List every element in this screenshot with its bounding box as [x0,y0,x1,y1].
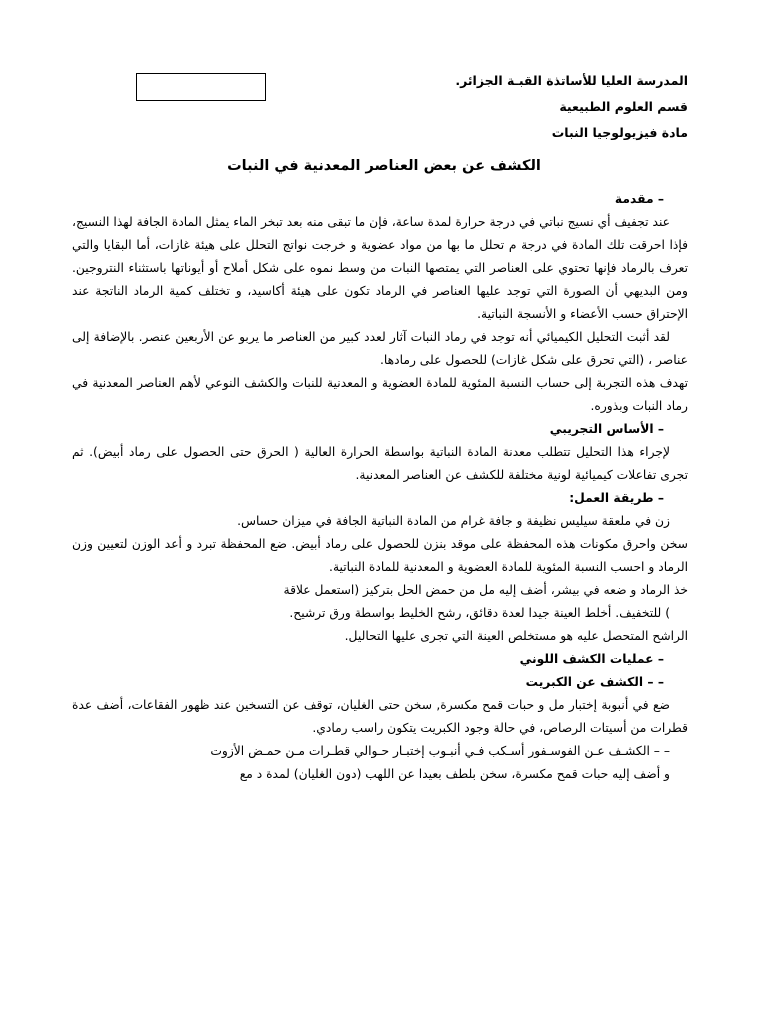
intro-heading: – مقدمة [614,192,664,206]
name-box [136,73,266,101]
tests-heading: – عمليات الكشف اللوني [519,652,664,666]
phosphorus-line-1: – – الكشـف عـن الفوسـفور أسـكب فـي أنبـوب إختبـار حـوالي قطـرات مـن حمـض الأزوت [210,744,670,758]
intro-paragraph-2: لقد أثبت التحليل الكيميائي أنه توجد في رماد النبات آثار لعدد كبير من العناصر ما يربو عن الأربعين عنصر. بالإضافة إلى عناصر ، (التي تحرق على شكل غازات) للحصول على رمادها. [72,330,688,367]
document-body [72,188,688,786]
method-line-3: خذ الرماد و ضعه في بيشر، أضف إليه مل من حمض الحل بتركيز (استعمل علاقة [283,583,688,597]
basis-heading: – الأساس التجريبي [549,422,664,436]
sulfur-heading: – – الكشف عن الكبريت [525,675,664,689]
page-title: الكشف عن بعض العناصر المعدنية في النبات [227,158,541,174]
method-line-4: ) للتخفيف. أخلط العينة جيدا لعدة دقائق، رشح الخليط بواسطة ورق ترشيح. [289,606,670,620]
basis-paragraph: لإجراء هذا التحليل تتطلب معدنة المادة النباتية بواسطة الحرارة العالية ( الحرق حتى الحصول على رماد أبيض). ثم تجرى تفاعلات كيميائية لونية مختلفة للكشف عن العناصر المعدنية. [72,445,688,482]
method-line-2: سخن واحرق مكونات هذه المحفظة على موقد بنزن للحصول على رماد أبيض. ضع المحفظة تبرد و أعد الوزن لتعيين وزن الرماد و احسب النسبة المئوية للمادة العضوية و المعدنية للمادة النباتية. [72,537,688,574]
phosphorus-line-2: و أضف إليه حبات قمح مكسرة، سخن بلطف بعيدا عن اللهب (دون الغليان) لمدة د مع [239,767,670,781]
department-name: قسم العلوم الطبيعية [559,99,688,114]
method-line-5: الراشح المتحصل عليه هو مستخلص العينة التي تجرى عليها التحاليل. [344,629,688,643]
method-line-1: زن في ملعقة سيليس نظيفة و جافة غرام من المادة النباتية الجافة في ميزان حساس. [237,514,670,528]
sulfur-paragraph: ضع في أنبوبة إختبار مل و حبات قمح مكسرة, سخن حتى الغليان، توقف عن التسخين عند ظهور الفقاعات، أضف عدة قطرات من أسيتات الرصاص، في حالة وجود الكبريت يتكون راسب رمادي. [72,698,688,735]
document-header [268,68,688,146]
subject-name: مادة فيزيولوجيا النبات [551,125,688,140]
intro-paragraph-1: عند تجفيف أي نسيج نباتي في درجة حرارة لمدة ساعة، فإن ما تبقى منه بعد تبخر الماء يمثل المادة الجافة لهذا النسيج، فإذا احرقت تلك المادة في درجة م تحلل ما بها من مواد عضوية و خرجت نواتج التحلل على هيئة غازات، أما البقايا والتي تعرف بالرماد فإنها تحتوي على العناصر التي يمتصها النبات من وسط نموه على شكل أملاح أو أيوناتها باستثناء النتروجين. ومن البديهي أن الصورة التي توجد عليها العناصر في الرماد تكون على هيئة أكاسيد، و تختلف كمية الرماد الناتجة عند الإحتراق حسب الأعضاء و الأنسجة النباتية. [72,215,688,321]
school-name: المدرسة العليا للأساتذة القبـة الجزائر. [455,73,688,88]
intro-paragraph-3: تهدف هذه التجربة إلى حساب النسبة المئوية للمادة العضوية و المعدنية للنبات والكشف النوعي لأهم العناصر المعدنية في رماد النبات وبذوره. [72,376,688,413]
method-heading: – طريقة العمل: [569,491,664,505]
